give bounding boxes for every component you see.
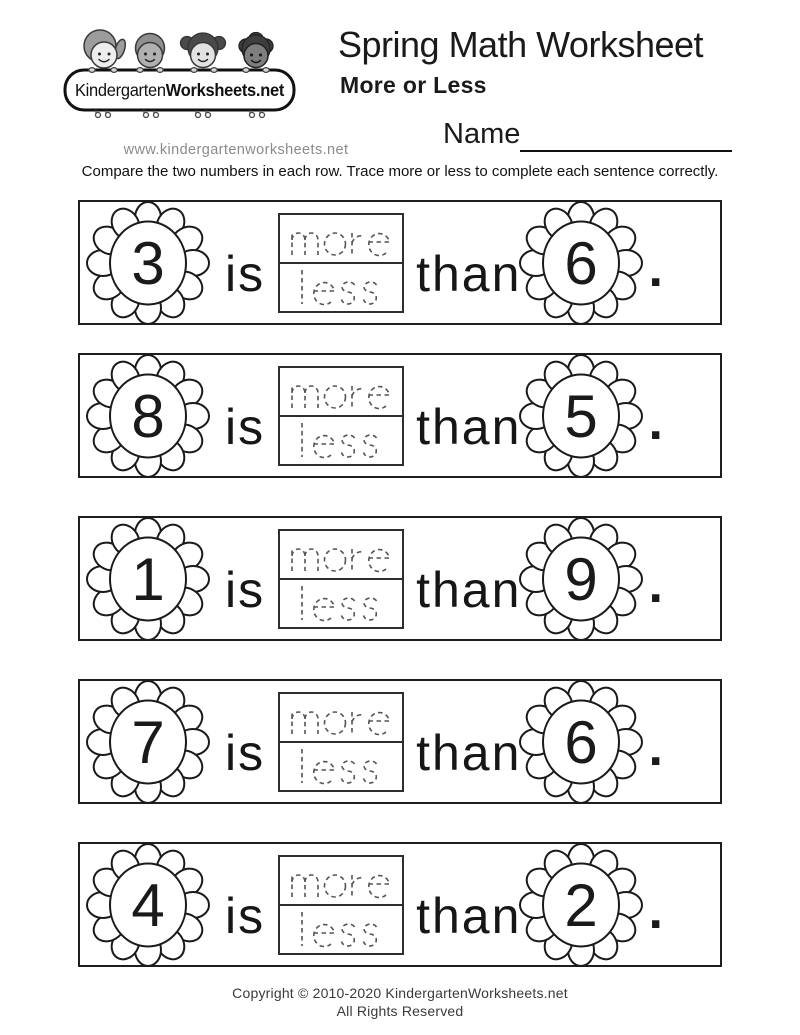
word-than: than — [416, 398, 522, 455]
sentence-period: . — [648, 555, 663, 614]
logo-text-worksheets: Worksheets.net — [165, 79, 285, 100]
trace-more-cell — [280, 857, 402, 906]
trace-word-less — [280, 743, 402, 790]
flower-icon — [528, 202, 634, 324]
worksheet-row — [78, 842, 722, 967]
flower-icon — [95, 202, 201, 324]
flower-number-right: 9 — [564, 545, 599, 613]
word-than: than — [416, 245, 522, 302]
flower-icon — [528, 355, 634, 477]
flower-number-right: 6 — [564, 708, 599, 776]
trace-less-cell — [280, 580, 402, 627]
trace-more-cell — [280, 531, 402, 580]
flower-number-left: 3 — [131, 229, 165, 297]
instructions-text: Compare the two numbers in each row. Trace more or less to complete each sentence correctly. — [81, 163, 719, 180]
logo-website-url: www.kindergartenworksheets.net — [123, 142, 349, 158]
trace-word-more — [280, 857, 402, 904]
flower-number-left: 4 — [131, 871, 165, 939]
more-less-trace-box — [278, 366, 404, 466]
rights-reserved-text: All Rights Reserved — [336, 1003, 464, 1019]
flower-number-right: 5 — [564, 382, 599, 450]
flower-icon — [95, 844, 201, 966]
flower-icon — [528, 518, 634, 640]
worksheet-row — [78, 353, 722, 478]
trace-less-cell — [280, 743, 402, 790]
flower-icon — [95, 681, 201, 803]
worksheet-row — [78, 516, 722, 641]
flower-number-left: 8 — [131, 382, 165, 450]
logo-text-kindergarten: Kindergarten — [74, 79, 166, 100]
site-logo — [56, 18, 349, 158]
trace-more-cell — [280, 368, 402, 417]
page-subtitle: More or Less — [340, 72, 487, 98]
word-is: is — [225, 245, 266, 302]
word-than: than — [416, 887, 522, 944]
flower-icon — [95, 355, 201, 477]
trace-word-more — [280, 531, 402, 578]
flower-icon — [528, 681, 634, 803]
more-less-trace-box — [278, 855, 404, 955]
copyright-text: Copyright © 2010-2020 KindergartenWorksheets.net — [232, 985, 568, 1001]
worksheet-row — [78, 200, 722, 325]
trace-less-cell — [280, 264, 402, 311]
trace-less-cell — [280, 906, 402, 953]
trace-word-more — [280, 694, 402, 741]
sentence-period: . — [648, 881, 663, 940]
word-than: than — [416, 561, 522, 618]
trace-word-more — [280, 368, 402, 415]
logo-sign-text — [72, 70, 287, 110]
trace-word-less — [280, 580, 402, 627]
more-less-trace-box — [278, 692, 404, 792]
trace-less-cell — [280, 417, 402, 464]
word-than: than — [416, 724, 522, 781]
trace-word-less — [280, 264, 402, 311]
page-footer — [0, 985, 800, 1019]
sentence-period: . — [648, 392, 663, 451]
word-is: is — [225, 887, 266, 944]
name-label: Name — [443, 118, 521, 150]
sentence-period: . — [648, 239, 663, 298]
trace-word-less — [280, 906, 402, 953]
more-less-trace-box — [278, 213, 404, 313]
trace-more-cell — [280, 694, 402, 743]
flower-number-left: 7 — [131, 708, 165, 776]
flower-icon — [528, 844, 634, 966]
name-blank-line — [520, 116, 732, 152]
word-is: is — [225, 398, 266, 455]
flower-number-left: 1 — [131, 545, 165, 613]
flower-number-right: 6 — [564, 229, 599, 297]
page-title: Spring Math Worksheet — [338, 24, 704, 65]
trace-more-cell — [280, 215, 402, 264]
name-line — [443, 116, 732, 152]
worksheet-row — [78, 679, 722, 804]
word-is: is — [225, 561, 266, 618]
flower-icon — [95, 518, 201, 640]
trace-word-less — [280, 417, 402, 464]
trace-word-more — [280, 215, 402, 262]
word-is: is — [225, 724, 266, 781]
sentence-period: . — [648, 718, 663, 777]
flower-number-right: 2 — [564, 871, 599, 939]
more-less-trace-box — [278, 529, 404, 629]
